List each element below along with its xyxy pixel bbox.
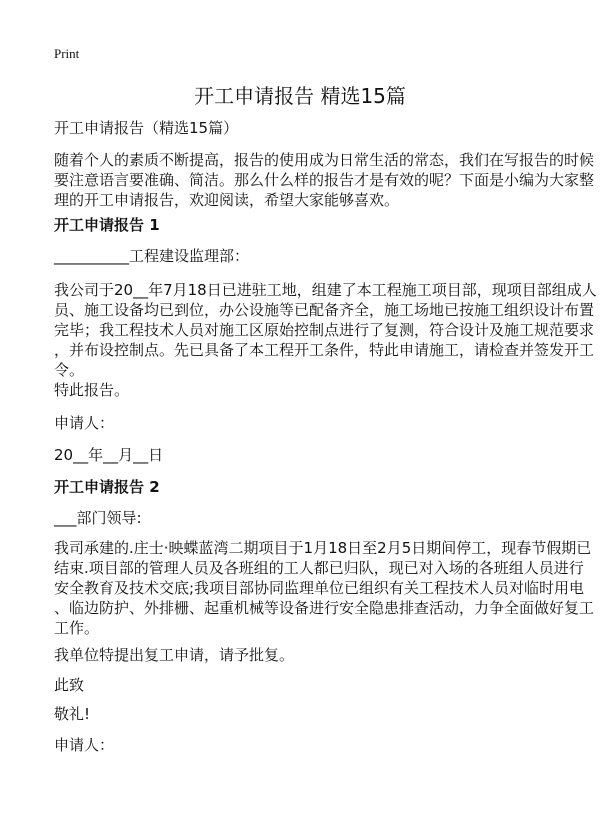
text-line: 安全教育及技术交底;我项目部协同监理单位已组织有关工程技术人员对临时用电 bbox=[54, 579, 585, 597]
text-line: 随着个人的素质不断提高，报告的使用成为日常生活的常态，我们在写报告的时候 bbox=[54, 151, 595, 169]
report1-salutation: __________工程建设监理部： bbox=[54, 247, 250, 265]
report2-heading: 开工申请报告 2 bbox=[54, 478, 160, 496]
text-line: 员、施工设备均已到位，办公设施等已配备齐全，施工场地已按施工组织设计布置 bbox=[54, 301, 595, 319]
report2-salutation: ___部门领导: bbox=[54, 509, 142, 527]
text-line: 、临边防护、外排栅、起重机械等设备进行安全隐患排查活动，力争全面做好复工 bbox=[54, 599, 595, 617]
text-line: 令。 bbox=[54, 361, 85, 379]
text-line: 我司承建的.庄士·映蝶蓝湾二期项目于1月18日至2月5日期间停工，现春节假期已 bbox=[54, 539, 592, 557]
report1-applicant: 申请人： bbox=[54, 414, 115, 432]
report2-body bbox=[54, 538, 594, 638]
report1-body bbox=[54, 280, 597, 380]
text-line: 结束.项目部的管理人员及各班组的工人都已归队，现已对入场的各班组人员进行 bbox=[54, 559, 584, 577]
subtitle: 开工申请报告（精选15篇） bbox=[54, 119, 239, 137]
report2-cizhi: 此致 bbox=[54, 676, 85, 694]
text-line: 工作。 bbox=[54, 619, 100, 637]
intro-paragraph bbox=[54, 150, 594, 210]
report1-date: 20__年__月__日 bbox=[54, 446, 164, 464]
report2-jingli: 敬礼! bbox=[54, 705, 91, 723]
text-line: 我公司于20__年7月18日已进驻工地，组建了本工程施工项目部，现项目部组成人 bbox=[54, 281, 597, 299]
print-link[interactable]: Print bbox=[54, 46, 80, 61]
report1-closing: 特此报告。 bbox=[54, 381, 130, 399]
text-line: 完毕；我工程技术人员对施工区原始控制点进行了复测，符合设计及施工规范要求 bbox=[54, 321, 595, 339]
page-title: 开工申请报告 精选15篇 bbox=[194, 84, 406, 108]
text-line: 要注意语言要准确、简洁。那么什么样的报告才是有效的呢？下面是小编为大家整 bbox=[54, 171, 595, 189]
report1-heading: 开工申请报告 1 bbox=[54, 216, 160, 234]
text-line: 理的开工申请报告，欢迎阅读，希望大家能够喜欢。 bbox=[54, 191, 400, 209]
text-line: ，并布设控制点。先已具备了本工程开工条件，特此申请施工，请检查并签发开工 bbox=[54, 341, 595, 359]
report2-applicant: 申请人： bbox=[54, 736, 115, 754]
report2-request: 我单位特提出复工申请，请予批复。 bbox=[54, 646, 295, 664]
